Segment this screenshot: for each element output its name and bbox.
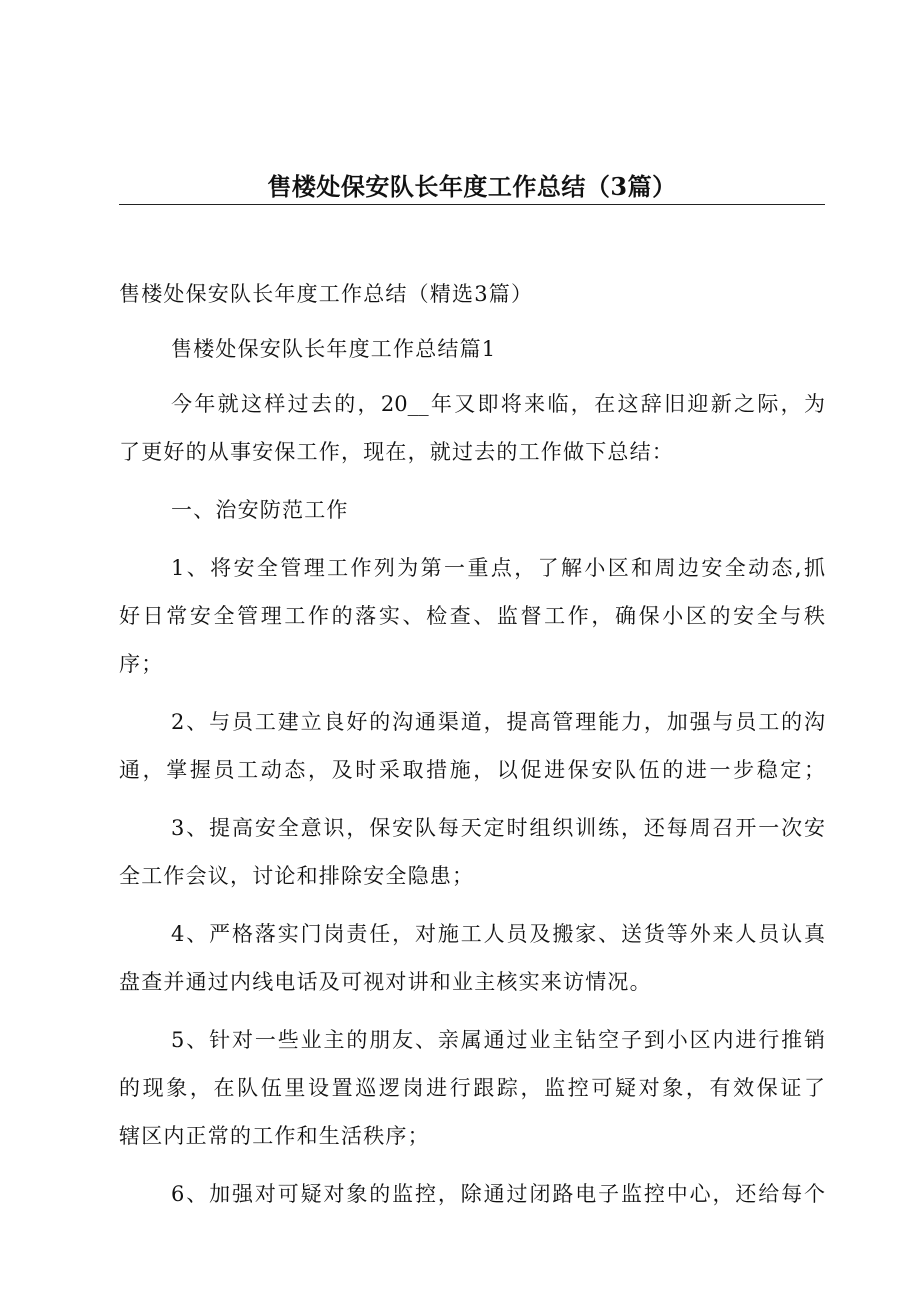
paragraph-line: 今年就这样过去的，20__年又即将来临，在这辞旧迎新之际，为 xyxy=(171,392,825,416)
paragraph-line: 好日常安全管理工作的落实、检查、监督工作，确保小区的安全与秩 xyxy=(119,604,825,628)
document-title: 售楼处保安队长年度工作总结（3篇） xyxy=(267,172,677,201)
paragraph-line: 1、将安全管理工作列为第一重点，了解小区和周边安全动态,抓 xyxy=(171,556,825,580)
spacer xyxy=(119,1160,825,1170)
document-subtitle: 售楼处保安队长年度工作总结（精选3篇） xyxy=(119,282,534,306)
document-header xyxy=(119,168,825,206)
paragraph-item-6 xyxy=(119,1170,825,1218)
spacer xyxy=(119,1006,825,1016)
section-heading: 售楼处保安队长年度工作总结篇1 xyxy=(171,337,497,361)
paragraph-line: 5、针对一些业主的朋友、亲属通过业主钻空子到小区内进行推销 xyxy=(171,1028,825,1052)
document-body xyxy=(119,270,825,1218)
paragraph-line: 6、加强对可疑对象的监控，除通过闭路电子监控中心，还给每个 xyxy=(171,1182,825,1206)
paragraph-line: 了更好的从事安保工作，现在，就过去的工作做下总结： xyxy=(119,440,674,464)
paragraph-item-2 xyxy=(119,698,825,794)
paragraph-heading-security xyxy=(119,486,825,534)
paragraph-line: 一、治安防范工作 xyxy=(171,498,349,522)
paragraph-item-3 xyxy=(119,804,825,900)
spacer xyxy=(119,688,825,698)
paragraph-line: 2、与员工建立良好的沟通渠道，提高管理能力，加强与员工的沟 xyxy=(171,710,825,734)
paragraph-line: 的现象，在队伍里设置巡逻岗进行跟踪，监控可疑对象，有效保证了 xyxy=(119,1076,825,1100)
paragraph-line: 3、提高安全意识，保安队每天定时组织训练，还每周召开一次安 xyxy=(171,816,825,840)
paragraph-line: 盘查并通过内线电话及可视对讲和业主核实来访情况。 xyxy=(119,970,652,994)
spacer xyxy=(119,794,825,804)
paragraph-line: 序； xyxy=(119,652,164,676)
paragraph-line: 辖区内正常的工作和生活秩序； xyxy=(119,1124,430,1148)
spacer xyxy=(119,476,825,486)
paragraph-line: 全工作会议，讨论和排除安全隐患； xyxy=(119,864,475,888)
paragraph-item-4 xyxy=(119,910,825,1006)
spacer xyxy=(119,318,825,325)
spacer xyxy=(119,900,825,910)
spacer xyxy=(119,534,825,544)
header-rule xyxy=(119,204,825,205)
spacer xyxy=(119,373,825,380)
paragraph-intro xyxy=(119,380,825,476)
paragraph-line: 4、严格落实门岗责任，对施工人员及搬家、送货等外来人员认真 xyxy=(171,922,825,946)
paragraph-item-5 xyxy=(119,1016,825,1160)
paragraph-line: 通，掌握员工动态，及时采取措施，以促进保安队伍的进一步稳定； xyxy=(119,758,825,782)
paragraph-item-1 xyxy=(119,544,825,688)
